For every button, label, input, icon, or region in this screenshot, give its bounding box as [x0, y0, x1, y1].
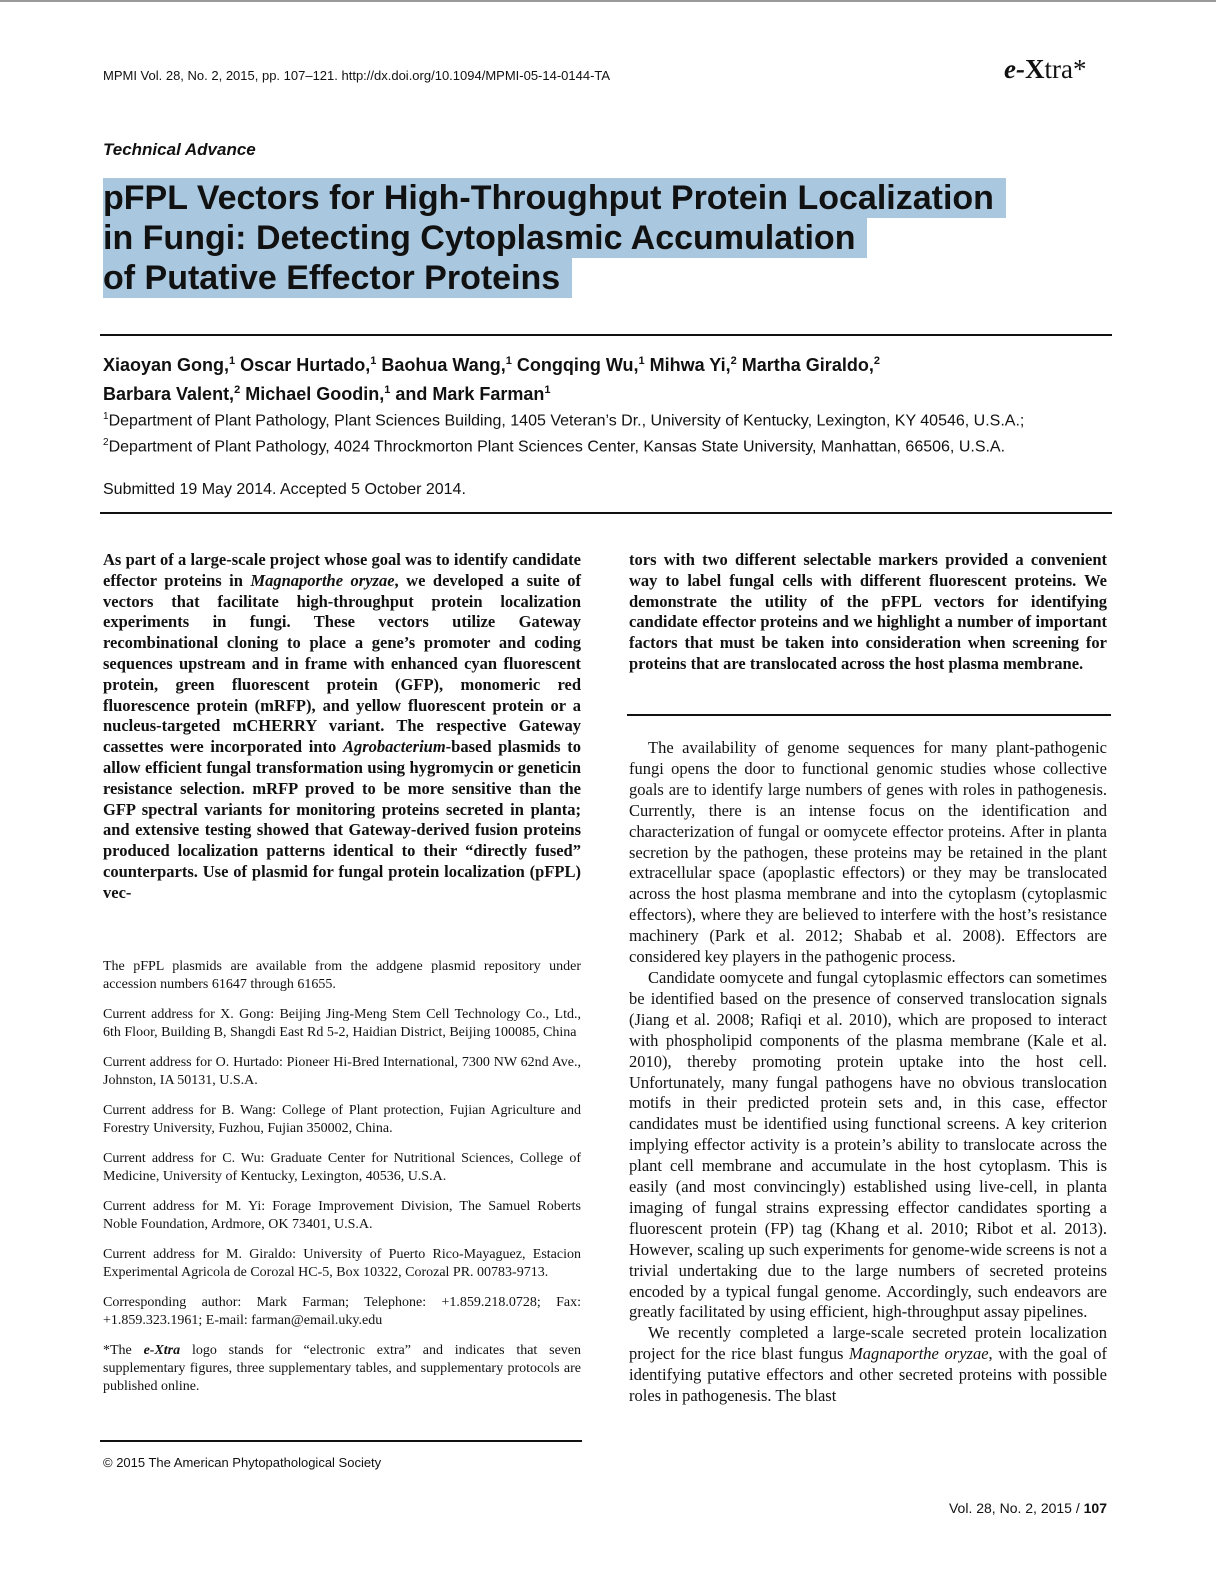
- footnote: Current address for M. Yi: Forage Improvement Division, The Samuel Roberts Noble Foundation, Ardmore, OK 73401, U.S.A.: [103, 1199, 581, 1232]
- e-xtra-footnote: *The e-Xtra logo stands for “electronic extra” and indicates that seven supplementary figures, three supplementary tables, and supplementary protocols are published online.: [103, 1343, 582, 1394]
- footnote: Current address for C. Wu: Graduate Center for Nutritional Sciences, College of Medicine, University of Kentucky, Lexington, 40536, U.S.A.: [103, 1151, 581, 1184]
- body-text: [629, 738, 1107, 1407]
- footnote: Current address for O. Hurtado: Pioneer Hi-Bred International, 7300 NW 62nd Ave., Johnston, IA 50131, U.S.A.: [103, 1055, 581, 1088]
- paragraph: We recently completed a large-scale secreted protein localization project for the rice blast fungus Magnaporthe oryzae, with the goal of identifying putative effectors and other secreted proteins with possible roles in pathogenesis. The blast: [629, 1323, 1107, 1406]
- divider: [100, 1440, 582, 1442]
- author-list: Xiaoyan Gong,$^1$ Oscar Hurtado,$^1$ Baohua Wang,$^1$ Congqing Wu,$^1$ Mihwa Yi,$^2$ Martha Giraldo,$^2$ Barbara Valent,$^2$ Michael Goodin,$^1$ and Mark Farman$^1$: [103, 355, 880, 404]
- divider: [100, 334, 1112, 336]
- abstract-part-2: tors with two different selectable markers provided a convenient way to label fungal cells with different fluorescent proteins. We demonstrate the utility of the pFPL vectors for identifying candidate effector proteins and we highlight a number of important factors that must be taken into consideration when screening for proteins that are translocated across the host plasma membrane.: [629, 550, 1107, 673]
- e-xtra-logo: e-Xtra*: [1004, 54, 1087, 84]
- footnotes: [103, 958, 581, 1408]
- journal-citation: MPMI Vol. 28, No. 2, 2015, pp. 107–121. http://dx.doi.org/10.1094/MPMI-05-14-0144-TA: [103, 68, 611, 83]
- article-title: [103, 178, 1063, 298]
- paragraph: Candidate oomycete and fungal cytoplasmic effectors can sometimes be identified based on the presence of conserved translocation signals (Jiang et al. 2008; Rafiqi et al. 2010), which are proposed to interact with phospholipid components of the plasma membrane (Kale et al. 2010), thereby promoting protein uptake into the host cell. Unfortunately, many fungal pathogens have no obvious translocation motifs in their predicted protein sets and, in this case, effector candidates must be identified using functional screens. A key criterion implying effector activity is a protein’s ability to translocate across the plant cell membrane and accumulate in the host cytoplasm. This is easily (and most convincingly) established using live-cell, in planta imaging of fungal strains expressing effector candidates sporting a fluorescent protein (FP) tag (Khang et al. 2010; Ribot et al. 2013). However, scaling up such experiments for genome-wide screens is not a trivial undertaking due to the large numbers of secreted proteins encoded by a typical fungal genome. Accordingly, such endeavors are greatly facilitated by using efficient, high-throughput assay pipelines.: [629, 967, 1107, 1322]
- submission-dates: Submitted 19 May 2014. Accepted 5 October 2014.: [103, 481, 466, 498]
- footnote: Corresponding author: Mark Farman; Telephone: +1.859.218.0728; Fax: +1.859.323.1961; E-mail: farman@email.uky.edu: [103, 1295, 581, 1328]
- page-folio: Vol. 28, No. 2, 2015 / 107: [948, 1500, 1107, 1516]
- affiliations: $^1$Department of Plant Pathology, Plant Sciences Building, 1405 Veteran’s Dr., University of Kentucky, Lexington, KY 40546, U.S.A.; $^2$Department of Plant Pathology, 4024 Throckmorton Plant Sciences Center, Kansas State University, Manhattan, 66506, U.S.A.: [103, 411, 1025, 456]
- copyright: © 2015 The American Phytopathological Society: [103, 1455, 382, 1470]
- top-border: [0, 0, 1216, 2]
- paragraph: The availability of genome sequences for many plant-pathogenic fungi opens the door to functional genomic studies whose collective goals are to identify large numbers of genes with roles in pathogenesis. Currently, there is an intense focus on the identification and characterization of fungal or oomycete effector proteins. After in planta secretion by the pathogen, these proteins may be retained in the plant extracellular space (apoplastic effectors) or they may be translocated across the host plasma membrane and into the cytoplasm (cytoplasmic effectors), where they are believed to interfere with the host’s resistance machinery (Park et al. 2012; Shabab et al. 2008). Effectors are considered key players in the pathogenic process.: [629, 738, 1107, 967]
- footnote: The pFPL plasmids are available from the addgene plasmid repository under accession numbers 61647 through 61655.: [103, 959, 581, 992]
- title-line: of Putative Effector Proteins: [103, 258, 572, 298]
- abstract-part-1: As part of a large-scale project whose goal was to identify candidate effector proteins in Magnaporthe oryzae, we developed a suite of vectors that facilitate high-throughput protein localization experiments in fungi. These vectors utilize Gateway recombinational cloning to place a gene’s promoter and coding sequences upstream and in frame with enhanced cyan fluorescent protein, green fluorescent protein (GFP), monomeric red fluorescence protein (mRFP), and yellow fluorescent protein or a nucleus-targeted mCHERRY variant. The respective Gateway cassettes were incorporated into Agrobacterium-based plasmids to allow efficient fungal transformation using hygromycin or geneticin resistance selection. mRFP proved to be more sensitive than the GFP spectral variants for monitoring proteins secreted in planta; and extensive testing showed that Gateway-derived fusion proteins produced localization patterns identical to their “directly fused” counterparts. Use of plasmid for fungal protein localization (pFPL) vec-: [103, 550, 581, 902]
- footnote: Current address for M. Giraldo: University of Puerto Rico-Mayaguez, Estacion Experimental Agricola de Corozal HC-5, Box 10322, Corozal PR. 00783-9713.: [103, 1247, 581, 1280]
- footnote: Current address for B. Wang: College of Plant protection, Fujian Agriculture and Forestry University, Fuzhou, Fujian 350002, China.: [103, 1103, 581, 1136]
- footnote: Current address for X. Gong: Beijing Jing-Meng Stem Cell Technology Co., Ltd., 6th Floor, Building B, Shangdi East Rd 5-2, Haidian District, Beijing 100085, China: [103, 1007, 581, 1040]
- divider: [627, 714, 1111, 716]
- article-type: Technical Advance: [103, 140, 256, 159]
- divider: [100, 512, 1112, 514]
- title-line: pFPL Vectors for High-Throughput Protein Localization: [103, 178, 1006, 218]
- title-line: in Fungi: Detecting Cytoplasmic Accumulation: [103, 218, 867, 258]
